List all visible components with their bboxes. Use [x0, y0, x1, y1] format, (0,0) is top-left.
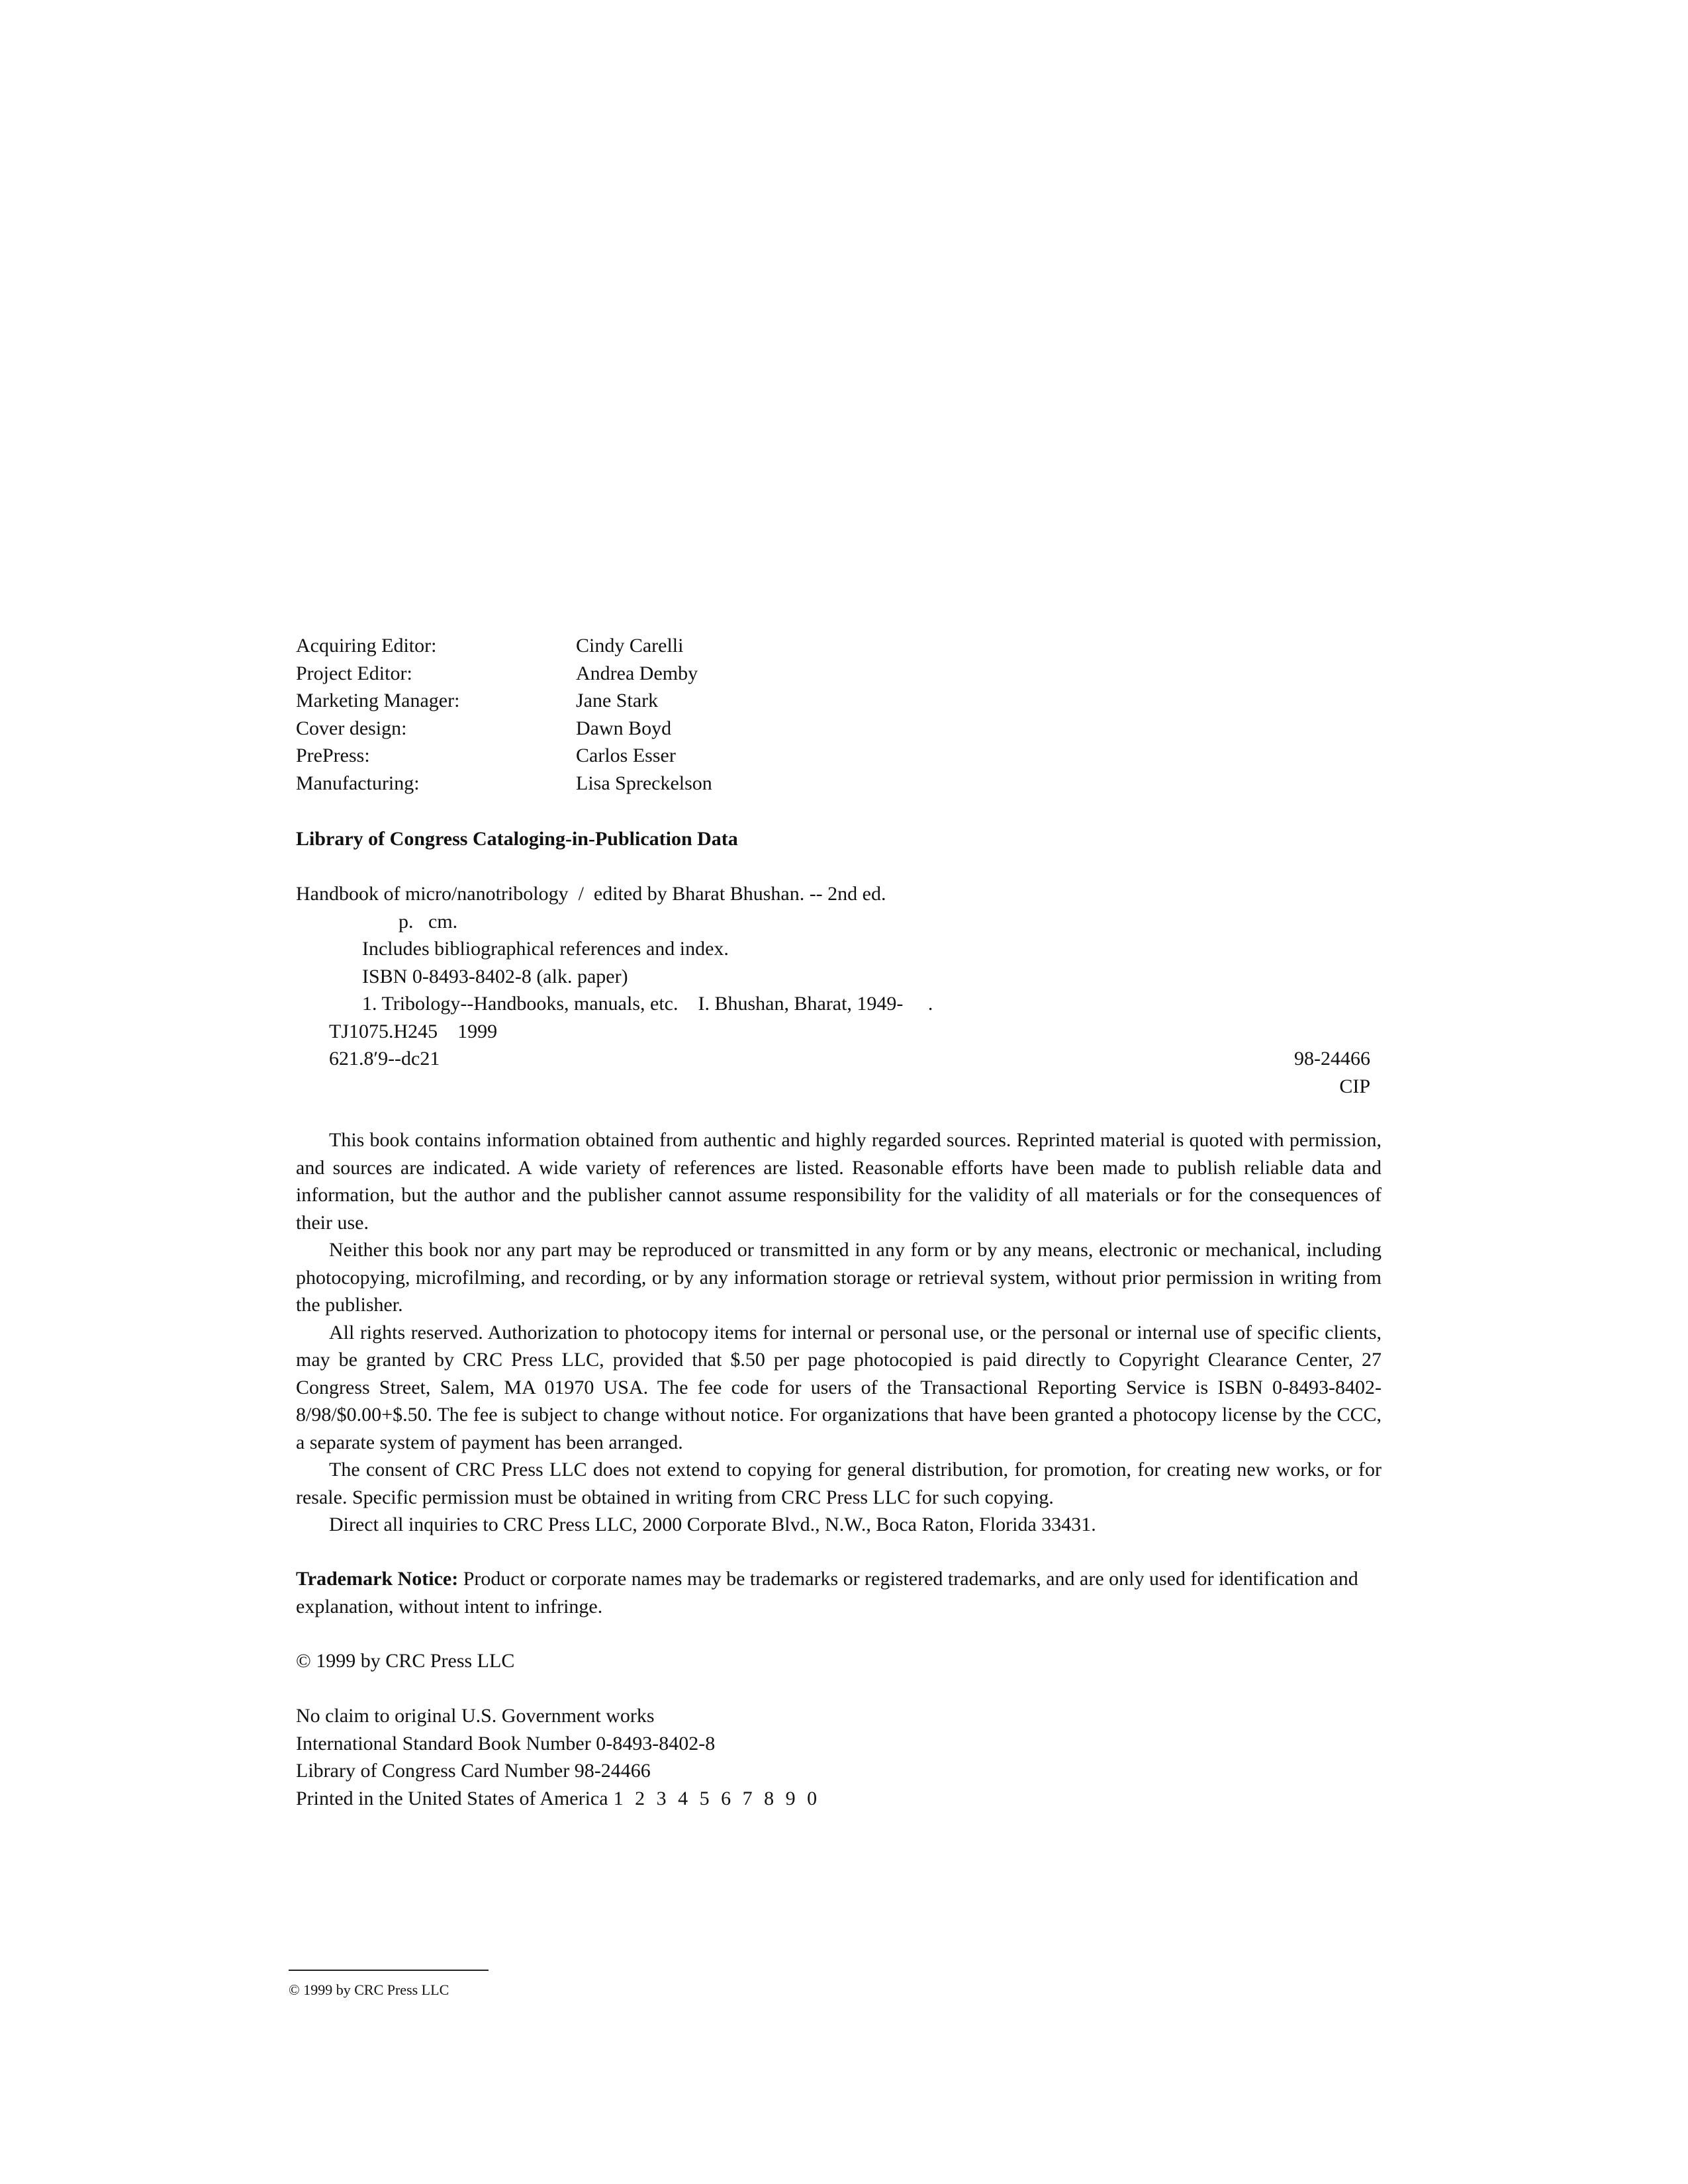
printed-line — [296, 1785, 1382, 1813]
cip-bibliography: Includes bibliographical references and index. — [362, 938, 729, 960]
cip-isbn: ISBN 0-8493-8402-8 (alk. paper) — [362, 965, 628, 987]
credit-name: Dawn Boyd — [576, 717, 672, 739]
trademark-text: Product or corporate names may be trademarks or registered trademarks, and are only used for identification and explanation, without intent to infringe. — [296, 1568, 1358, 1617]
trademark-label: Trademark Notice: — [296, 1568, 459, 1590]
credit-row — [296, 660, 1382, 688]
cip-record — [296, 880, 1382, 1100]
publication-details — [296, 1702, 1382, 1812]
credit-role: Manufacturing: — [296, 772, 420, 794]
footer-copyright: © 1999 by CRC Press LLC — [289, 1981, 449, 1998]
legal-paragraph: Direct all inquiries to CRC Press LLC, 2000 Corporate Blvd., N.W., Boca Raton, Florida 33431. — [329, 1514, 1096, 1535]
credit-name: Lisa Spreckelson — [576, 772, 712, 794]
credit-role: Cover design: — [296, 717, 407, 739]
cip-classification-row — [296, 1045, 1382, 1073]
editorial-credits — [296, 632, 1382, 797]
credit-name: Carlos Esser — [576, 745, 676, 766]
credit-row — [296, 742, 1382, 770]
credit-role: Marketing Manager: — [296, 690, 460, 711]
print-numbers: 1 2 3 4 5 6 7 8 9 0 — [613, 1787, 818, 1809]
legal-paragraph: Neither this book nor any part may be reproduced or transmitted in any form or by any means, electronic or mechanical, including photocopying, microfilming, and recording, or by any information storage or retrieval system, without prior permission in writing from the publisher. — [296, 1239, 1382, 1316]
legal-paragraph: All rights reserved. Authorization to photocopy items for internal or personal use, or the personal or internal use of specific clients, may be granted by CRC Press LLC, provided that $.50 per page photocopied is paid directly to Copyright Clearance Center, 27 Congress Street, Salem, MA 01970 USA. The fee code for users of the Transactional Reporting Service is ISBN 0-8493-8402-8/98/$0.00+$.50. The fee is subject to change without notice. For organizations that have been granted a photocopy license by the CCC, a separate system of payment has been arranged. — [296, 1321, 1382, 1453]
credit-name: Andrea Demby — [576, 662, 698, 684]
legal-notice — [296, 1126, 1382, 1539]
credit-name: Jane Stark — [576, 690, 659, 711]
credit-role: Acquiring Editor: — [296, 635, 437, 657]
credit-name: Cindy Carelli — [576, 635, 684, 657]
footer-rule — [289, 1970, 489, 1971]
credit-role: PrePress: — [296, 745, 370, 766]
cip-heading: Library of Congress Cataloging-in-Publication Data — [296, 828, 738, 850]
trademark-notice — [296, 1565, 1382, 1620]
isbn-line: International Standard Book Number 0-8493-8402-8 — [296, 1732, 716, 1754]
credit-row — [296, 715, 1382, 743]
cip-call-number: TJ1075.H245 1999 — [329, 1020, 498, 1042]
credit-row — [296, 770, 1382, 797]
lccn-line: Library of Congress Card Number 98-24466 — [296, 1760, 651, 1782]
no-claim-line: No claim to original U.S. Government works — [296, 1705, 655, 1727]
cip-pcm: p. cm. — [399, 910, 458, 933]
cip-classification: 621.8′9--dc21 — [329, 1048, 440, 1069]
legal-paragraph: This book contains information obtained from authentic and highly regarded sources. Reprinted material is quoted with permission, and sources are indicated. A wide variety of references are listed. Reasonable efforts have been made to publish reliable data and information, but the author and the publisher cannot assume responsibility for the validity of all materials or for the consequences of their use. — [296, 1129, 1382, 1234]
cip-mark: CIP — [1339, 1075, 1370, 1097]
cip-lccn: 98-24466 — [1294, 1048, 1370, 1069]
credit-row — [296, 687, 1382, 715]
legal-paragraph: The consent of CRC Press LLC does not extend to copying for general distribution, for promotion, for creating new works, or for resale. Specific permission must be obtained in writing from CRC Press LLC for such copying. — [296, 1459, 1382, 1508]
printed-text: Printed in the United States of America — [296, 1787, 608, 1809]
credit-row — [296, 632, 1382, 660]
credit-role: Project Editor: — [296, 662, 412, 684]
cip-title-line: Handbook of micro/nanotribology / edited by Bharat Bhushan. -- 2nd ed. — [296, 883, 886, 905]
copyright-line: © 1999 by CRC Press LLC — [296, 1650, 515, 1672]
cip-subjects: 1. Tribology--Handbooks, manuals, etc. I. Bhushan, Bharat, 1949- . — [362, 993, 933, 1015]
